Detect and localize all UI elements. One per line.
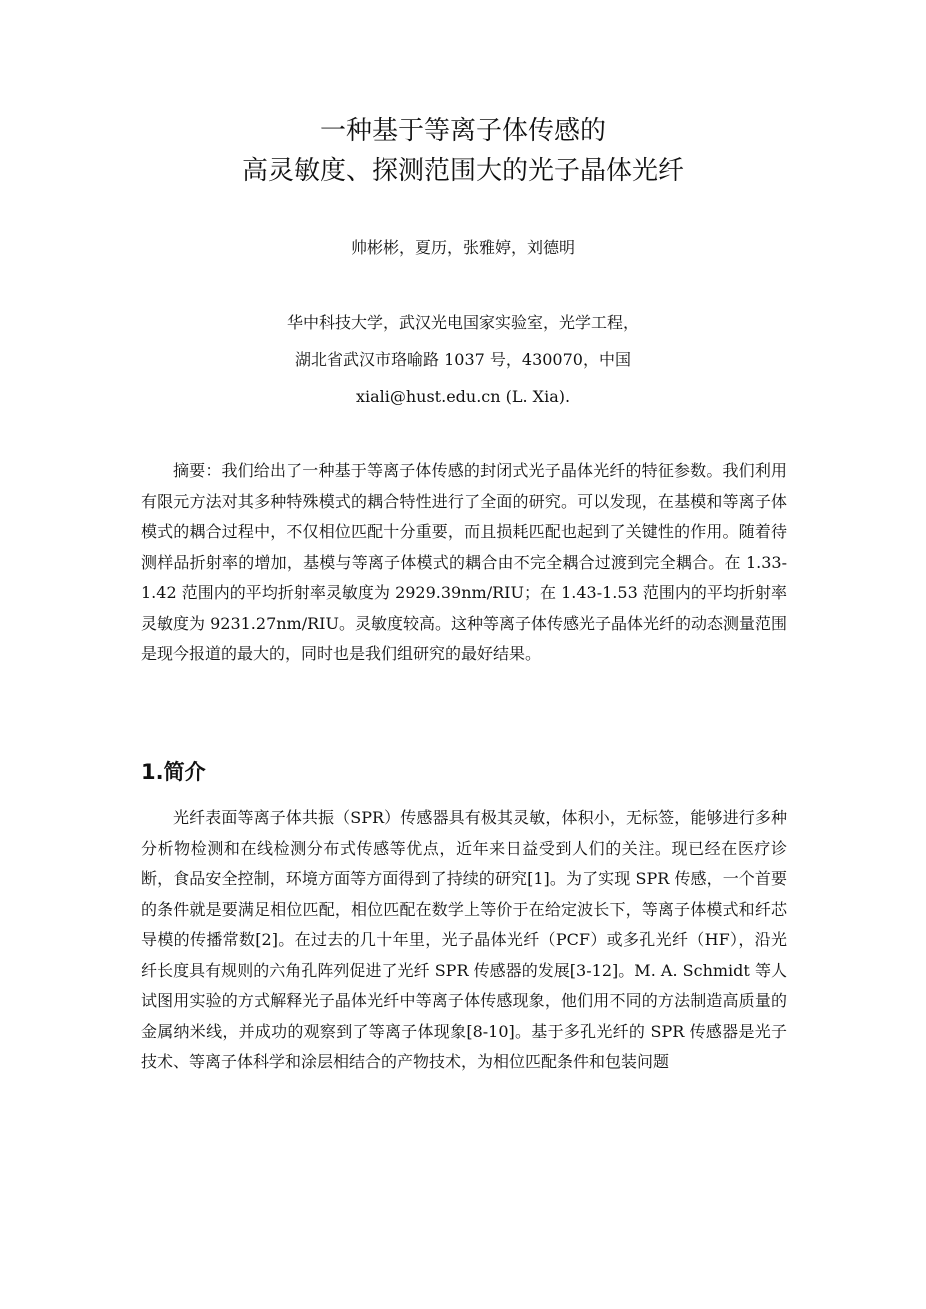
affiliation-line-2: 湖北省武汉市珞喻路 1037 号，430070，中国 xyxy=(295,350,631,369)
abstract-paragraph: 摘要：我们给出了一种基于等离子体传感的封闭式光子晶体光纤的特征参数。我们利用有限元方法对其多种特殊模式的耦合特性进行了全面的研究。可以发现，在基模和等离子体模式的耦合过程中，不仅相位匹配十分重要，而且损耗匹配也起到了关键性的作用。随着待测样品折射率的增加，基模与等离子体模式的耦合由不完全耦合过渡到完全耦合。在 1.33-1.42 范围内的平均折射率灵敏度为 2929.39nm/RIU；在 1.43-1.53 范围内的平均折射率灵敏度为 9231.27nm/RIU。灵敏度较高。这种等离子体传感光子晶体光纤的动态测量范围是现今报道的最大的，同时也是我们组研究的最好结果。 xyxy=(141,461,787,663)
introduction-paragraph: 光纤表面等离子体共振（SPR）传感器具有极其灵敏，体积小，无标签，能够进行多种分析物检测和在线检测分布式传感等优点，近年来日益受到人们的关注。现已经在医疗诊断，食品安全控制，环境方面等方面得到了持续的研究[1]。为了实现 SPR 传感，一个首要的条件就是要满足相位匹配，相位匹配在数学上等价于在给定波长下，等离子体模式和纤芯导模的传播常数[2]。在过去的几十年里，光子晶体光纤（PCF）或多孔光纤（HF），沿光纤长度具有规则的六角孔阵列促进了光纤 SPR 传感器的发展[3-12]。M. A. Schmidt 等人试图用实验的方式解释光子晶体光纤中等离子体传感现象，他们用不同的方法制造高质量的金属纳米线，并成功的观察到了等离子体现象[8-10]。基于多孔光纤的 SPR 传感器是光子技术、等离子体科学和涂层相结合的产物技术，为相位匹配条件和包装问题 xyxy=(141,808,787,1071)
corresponding-email: xiali@hust.edu.cn (L. Xia). xyxy=(355,387,571,406)
paper-title-line-2: 高灵敏度、探测范围大的光子晶体光纤 xyxy=(241,156,684,186)
affiliation-line-1: 华中科技大学，武汉光电国家实验室，光学工程， xyxy=(286,313,639,332)
paper-title-line-1: 一种基于等离子体传感的 xyxy=(319,116,606,146)
author-list: 帅彬彬，夏历，张雅婷，刘德明 xyxy=(350,238,575,257)
section-heading-introduction: 1.简介 xyxy=(141,760,206,784)
